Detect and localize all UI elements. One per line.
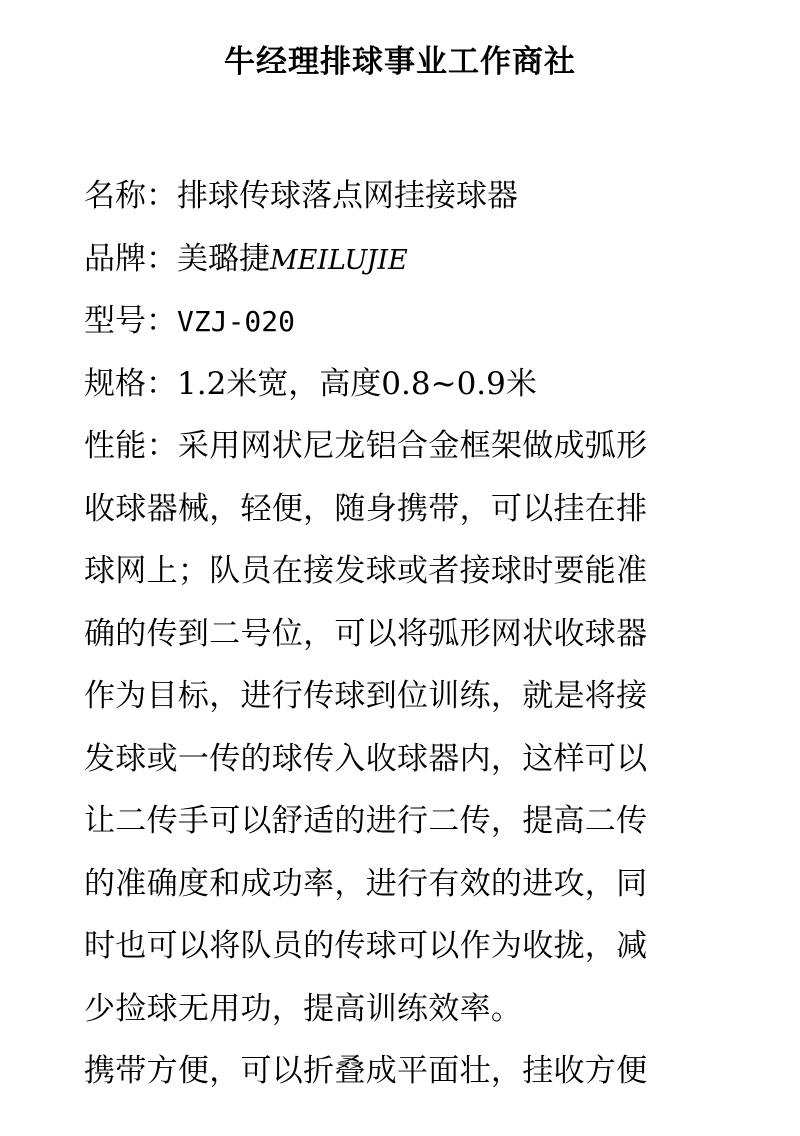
brand-label: 品牌： (84, 240, 177, 277)
performance-line-6: 让二传手可以舒适的进行二传，提高二传 (84, 803, 648, 839)
performance-line-0 (84, 415, 734, 478)
performance-line-1: 收球器械，轻便，随身携带，可以挂在排 (84, 490, 648, 527)
model-label: 型号： (84, 303, 177, 339)
performance-label: 性能： (84, 428, 178, 464)
name-row (84, 165, 734, 228)
model-value: VZJ-020 (177, 305, 296, 338)
spec-value: 1.2米宽，高度0.8~0.9米 (177, 365, 537, 402)
final-line: 携带方便，可以折叠成平面壮，挂收方便 (84, 1053, 648, 1089)
performance-line-5: 发球或一传的球传入收球器内，这样可以 (84, 740, 648, 777)
document-body (84, 165, 734, 1103)
brand-value-cn: 美璐捷 (177, 240, 270, 277)
performance-line-8: 时也可以将队员的传球可以作为收拢，减 (84, 928, 648, 964)
performance-line-4: 作为目标，进行传球到位训练，就是将接 (84, 678, 648, 714)
spec-row (84, 353, 734, 416)
name-label: 名称： (84, 178, 177, 214)
brand-row (84, 228, 734, 291)
performance-line-3: 确的传到二号位，可以将弧形网状收球器 (84, 615, 648, 652)
performance-line-2: 球网上；队员在接发球或者接球时要能准 (84, 553, 648, 589)
name-value: 排球传球落点网挂接球器 (177, 178, 518, 214)
model-row (84, 290, 734, 353)
performance-line-9: 少捡球无用功，提高训练效率。 (84, 990, 523, 1027)
brand-value-en: MEILUJIE (270, 244, 408, 276)
spec-label: 规格： (84, 365, 177, 402)
document-title: 牛经理排球事业工作商社 (224, 44, 576, 80)
performance-text: 采用网状尼龙铝合金框架做成弧形 (177, 428, 648, 464)
performance-line-7: 的准确度和成功率，进行有效的进攻，同 (84, 865, 648, 902)
